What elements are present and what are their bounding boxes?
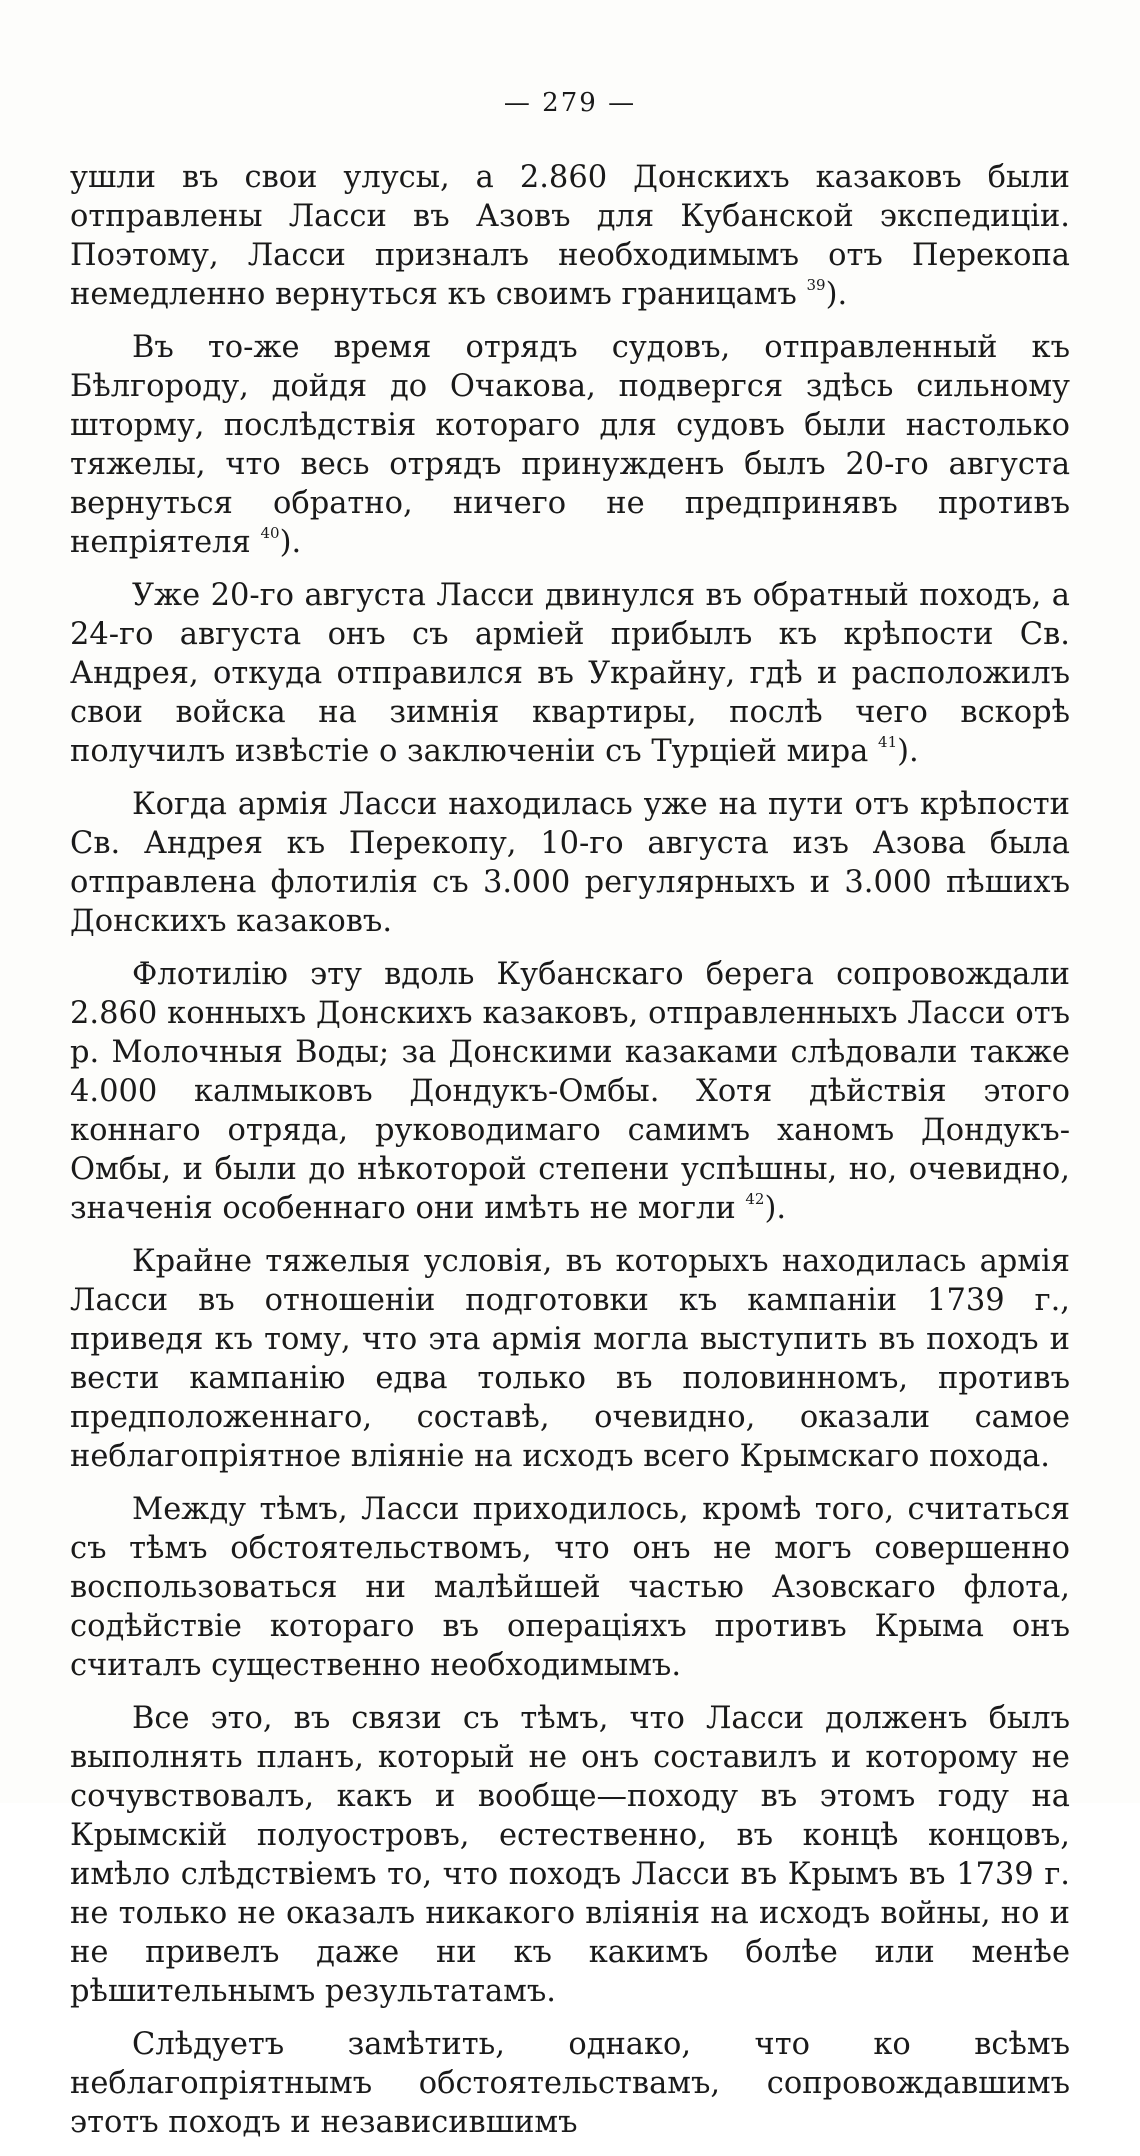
body-text (70, 158, 1070, 2156)
paragraph (70, 785, 1070, 941)
footnote-ref: 40 (260, 524, 280, 542)
paragraph (70, 1490, 1070, 1685)
paragraph-text: Когда армія Ласси находилась уже на пути отъ крѣпости Св. Андрея къ Перекопу, 10-го августа изъ Азова была отправлена флотилія съ 3.000 регулярныхъ и 3.000 пѣшихъ Донскихъ казаковъ. (70, 787, 1070, 939)
paragraph (70, 328, 1070, 562)
paragraph (70, 2025, 1070, 2142)
paragraph (70, 1242, 1070, 1476)
paragraph-text: Уже 20-го августа Ласси двинулся въ обратный походъ, а 24-го августа онъ съ арміей прибылъ къ крѣпости Св. Андрея, откуда отправился въ Украйну, гдѣ и расположилъ свои войска на зимнія квартиры, послѣ чего вскорѣ получилъ извѣстіе о заключеніи съ Турціей мира (70, 578, 1070, 769)
footnote-ref: 42 (745, 1190, 765, 1208)
paragraph-text: Между тѣмъ, Ласси приходилось, кромѣ того, считаться съ тѣмъ обстоятельствомъ, что онъ не могъ совершенно воспользоваться ни малѣйшей частью Азовскаго флота, содѣйствіе котораго въ операціяхъ противъ Крыма онъ считалъ существенно необходимымъ. (70, 1492, 1070, 1683)
paragraph-tail: ). (825, 277, 848, 312)
paragraph-tail: ). (897, 734, 919, 769)
footnote-ref: 41 (878, 733, 898, 751)
paragraph (70, 158, 1070, 314)
paragraph-tail: ). (279, 525, 302, 560)
paragraph-text: Все это, въ связи съ тѣмъ, что Ласси долженъ былъ выполнять планъ, который не онъ составилъ и которому не сочувствовалъ, какъ и вообще—походу въ этомъ году на Крымскій полуостровъ, естественно, въ концѣ концовъ, имѣло слѣдствіемъ то, что походъ Ласси въ Крымъ въ 1739 г. не только не оказалъ никакого вліянія на исходъ войны, но и не привелъ даже ни къ какимъ болѣе или менѣе рѣшительнымъ результатамъ. (70, 1701, 1070, 2009)
paragraph (70, 1699, 1070, 2011)
paragraph-text: Флотилію эту вдоль Кубанскаго берега сопровождали 2.860 конныхъ Донскихъ казаковъ, отправленныхъ Ласси отъ р. Молочныя Воды; за Донскими казаками слѣдовали также 4.000 калмыковъ Дондукъ-Омбы. Хотя дѣйствія этого коннаго отряда, руководимаго самимъ ханомъ Дондукъ-Омбы, и были до нѣкоторой степени успѣшны, но, очевидно, значенія особеннаго они имѣть не могли (70, 957, 1070, 1226)
paragraph-text: Въ то-же время отрядъ судовъ, отправленный къ Бѣлгороду, дойдя до Очакова, подвергся здѣсь сильному шторму, послѣдствія котораго для судовъ были настолько тяжелы, что весь отрядъ принужденъ былъ 20-го августа вернуться обратно, ничего не предпринявъ противъ непріятеля (70, 330, 1070, 560)
paragraph-text: Крайне тяжелыя условія, въ которыхъ находилась армія Ласси въ отношеніи подготовки къ кампаніи 1739 г., приведя къ тому, что эта армія могла выступить въ походъ и вести кампанію едва только въ половинномъ, противъ предположеннаго, составѣ, очевидно, оказали самое неблагопріятное вліяніе на исходъ всего Крымскаго похода. (70, 1244, 1070, 1474)
paragraph-text: ушли въ свои улусы, а 2.860 Донскихъ казаковъ были отправлены Ласси въ Азовъ для Кубанской экспедиціи. Поэтому, Ласси призналъ необходимымъ отъ Перекопа немедленно вернуться къ своимъ границамъ (70, 160, 1070, 312)
paragraph (70, 955, 1070, 1228)
page-number: — 279 — (503, 88, 637, 118)
paragraph-tail: ). (764, 1191, 787, 1226)
paragraph-text: Слѣдуетъ замѣтить, однако, что ко всѣмъ неблагопріятнымъ обстоятельствамъ, сопровождавшимъ этотъ походъ и независившимъ (70, 2027, 1070, 2140)
footnote-ref: 39 (806, 276, 826, 294)
paragraph (70, 576, 1070, 771)
